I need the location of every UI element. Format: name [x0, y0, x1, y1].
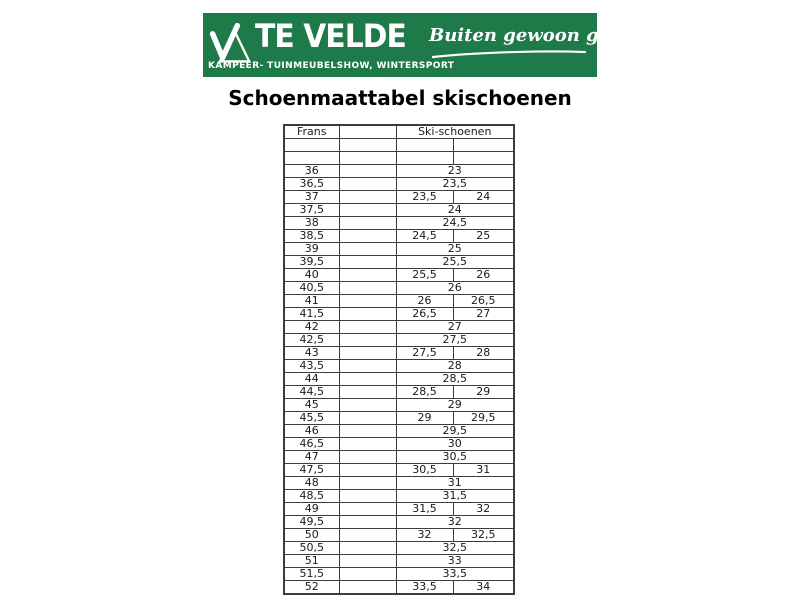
empty-cell	[339, 204, 396, 217]
empty-cell	[339, 568, 396, 581]
ski-size-cell: 28	[396, 360, 514, 373]
frans-size-cell: 41	[284, 295, 339, 308]
empty-cell	[339, 581, 396, 595]
table-row	[284, 438, 514, 451]
empty-cell	[453, 152, 514, 165]
table-row	[284, 165, 514, 178]
empty-cell	[339, 464, 396, 477]
empty-cell	[396, 139, 453, 152]
table-row	[284, 334, 514, 347]
frans-size-cell: 45	[284, 399, 339, 412]
column-header-ski-schoenen: Ski-schoenen	[396, 125, 514, 139]
ski-size-cell: 23	[396, 165, 514, 178]
ski-size-cell: 23,5	[396, 178, 514, 191]
frans-size-cell: 42	[284, 321, 339, 334]
frans-size-cell: 52	[284, 581, 339, 595]
table-row	[284, 464, 514, 477]
empty-cell	[339, 386, 396, 399]
ski-size-cell-right: 32	[453, 503, 514, 516]
empty-cell	[339, 334, 396, 347]
ski-size-cell-left: 26	[396, 295, 453, 308]
frans-size-cell: 51	[284, 555, 339, 568]
ski-size-cell: 31,5	[396, 490, 514, 503]
ski-size-cell: 31	[396, 477, 514, 490]
frans-size-cell: 38,5	[284, 230, 339, 243]
ski-size-cell-right: 29	[453, 386, 514, 399]
table-row	[284, 542, 514, 555]
empty-cell	[339, 360, 396, 373]
ski-size-cell: 32	[396, 516, 514, 529]
table-row	[284, 451, 514, 464]
ski-size-cell-left: 26,5	[396, 308, 453, 321]
empty-cell	[339, 451, 396, 464]
frans-size-cell: 44	[284, 373, 339, 386]
table-row	[284, 425, 514, 438]
table-row	[284, 477, 514, 490]
empty-cell	[339, 308, 396, 321]
empty-cell	[339, 399, 396, 412]
table-row	[284, 269, 514, 282]
empty-cell	[339, 256, 396, 269]
table-row	[284, 360, 514, 373]
column-header-frans: Frans	[284, 125, 339, 139]
empty-cell	[339, 347, 396, 360]
frans-size-cell: 47,5	[284, 464, 339, 477]
frans-size-cell: 36,5	[284, 178, 339, 191]
frans-size-cell: 47	[284, 451, 339, 464]
frans-size-cell: 45,5	[284, 412, 339, 425]
empty-cell	[284, 152, 339, 165]
ski-size-cell: 28,5	[396, 373, 514, 386]
table-row	[284, 204, 514, 217]
frans-size-cell: 43	[284, 347, 339, 360]
empty-cell	[339, 282, 396, 295]
size-table	[283, 124, 515, 595]
ski-size-cell: 25	[396, 243, 514, 256]
ski-size-cell-left: 30,5	[396, 464, 453, 477]
ski-size-cell-right: 32,5	[453, 529, 514, 542]
ski-size-cell: 24	[396, 204, 514, 217]
table-row	[284, 490, 514, 503]
table-row	[284, 581, 514, 595]
ski-size-cell: 33,5	[396, 568, 514, 581]
empty-cell	[339, 217, 396, 230]
table-row	[284, 191, 514, 204]
brand-slogan: Buiten gewoon goed	[429, 25, 635, 46]
spacer-row	[284, 139, 514, 152]
ski-size-cell: 27	[396, 321, 514, 334]
table-row	[284, 217, 514, 230]
empty-cell	[339, 516, 396, 529]
ski-size-cell: 29	[396, 399, 514, 412]
empty-cell	[396, 152, 453, 165]
frans-size-cell: 50,5	[284, 542, 339, 555]
brand-subtitle: KAMPEER- TUINMEUBELSHOW, WINTERSPORT	[208, 61, 455, 71]
frans-size-cell: 37,5	[284, 204, 339, 217]
empty-cell	[453, 139, 514, 152]
table-row	[284, 399, 514, 412]
empty-cell	[339, 152, 396, 165]
frans-size-cell: 48,5	[284, 490, 339, 503]
empty-cell	[339, 542, 396, 555]
empty-cell	[339, 529, 396, 542]
frans-size-cell: 41,5	[284, 308, 339, 321]
empty-cell	[339, 321, 396, 334]
ski-size-cell: 32,5	[396, 542, 514, 555]
empty-cell	[339, 477, 396, 490]
empty-cell	[339, 178, 396, 191]
frans-size-cell: 49	[284, 503, 339, 516]
empty-cell	[339, 555, 396, 568]
table-row	[284, 529, 514, 542]
ski-size-cell-right: 26	[453, 269, 514, 282]
table-row	[284, 230, 514, 243]
table-row	[284, 295, 514, 308]
empty-cell	[339, 191, 396, 204]
ski-size-cell-right: 25	[453, 230, 514, 243]
table-row	[284, 243, 514, 256]
ski-size-cell-left: 32	[396, 529, 453, 542]
table-row	[284, 373, 514, 386]
ski-size-cell-right: 28	[453, 347, 514, 360]
table-row	[284, 503, 514, 516]
brand-banner	[203, 13, 635, 77]
frans-size-cell: 50	[284, 529, 339, 542]
empty-cell	[339, 295, 396, 308]
ski-size-cell-right: 29,5	[453, 412, 514, 425]
ski-size-cell-left: 24,5	[396, 230, 453, 243]
ski-size-cell-left: 29	[396, 412, 453, 425]
empty-cell	[339, 503, 396, 516]
page-title: Schoenmaattabel skischoenen	[228, 86, 572, 110]
ski-size-cell: 30,5	[396, 451, 514, 464]
size-table-body	[284, 139, 514, 595]
frans-size-cell: 51,5	[284, 568, 339, 581]
column-header-empty	[339, 125, 396, 139]
frans-size-cell: 37	[284, 191, 339, 204]
empty-cell	[339, 230, 396, 243]
ski-size-cell: 25,5	[396, 256, 514, 269]
empty-cell	[339, 438, 396, 451]
empty-cell	[339, 412, 396, 425]
table-header-row	[284, 125, 514, 139]
ski-size-cell-right: 31	[453, 464, 514, 477]
table-row	[284, 555, 514, 568]
spacer-row	[284, 152, 514, 165]
empty-cell	[339, 269, 396, 282]
frans-size-cell: 46	[284, 425, 339, 438]
ski-size-cell-left: 28,5	[396, 386, 453, 399]
table-row	[284, 321, 514, 334]
table-row	[284, 178, 514, 191]
ski-size-cell: 27,5	[396, 334, 514, 347]
table-row	[284, 516, 514, 529]
empty-cell	[339, 243, 396, 256]
ski-size-cell: 30	[396, 438, 514, 451]
empty-cell	[339, 490, 396, 503]
ski-size-cell: 33	[396, 555, 514, 568]
frans-size-cell: 43,5	[284, 360, 339, 373]
ski-size-cell: 26	[396, 282, 514, 295]
slogan-underline	[431, 49, 587, 59]
ski-size-cell-right: 27	[453, 308, 514, 321]
frans-size-cell: 46,5	[284, 438, 339, 451]
frans-size-cell: 42,5	[284, 334, 339, 347]
table-row	[284, 256, 514, 269]
frans-size-cell: 39,5	[284, 256, 339, 269]
ski-size-cell: 24,5	[396, 217, 514, 230]
empty-cell	[339, 425, 396, 438]
ski-size-cell-right: 26,5	[453, 295, 514, 308]
ski-size-cell: 29,5	[396, 425, 514, 438]
empty-cell	[339, 139, 396, 152]
ski-size-cell-left: 25,5	[396, 269, 453, 282]
empty-cell	[284, 139, 339, 152]
frans-size-cell: 48	[284, 477, 339, 490]
ski-size-cell-left: 27,5	[396, 347, 453, 360]
ski-size-cell-left: 23,5	[396, 191, 453, 204]
brand-slogan-block	[429, 25, 635, 59]
table-row	[284, 308, 514, 321]
frans-size-cell: 38	[284, 217, 339, 230]
empty-cell	[339, 165, 396, 178]
frans-size-cell: 40,5	[284, 282, 339, 295]
frans-size-cell: 40	[284, 269, 339, 282]
ski-size-cell-left: 31,5	[396, 503, 453, 516]
empty-cell	[339, 373, 396, 386]
table-row	[284, 412, 514, 425]
brand-name: TE VELDE	[255, 17, 406, 55]
te-velde-logo-icon	[208, 21, 252, 65]
ski-size-cell-left: 33,5	[396, 581, 453, 595]
table-row	[284, 386, 514, 399]
table-row	[284, 282, 514, 295]
table-row	[284, 568, 514, 581]
table-row	[284, 347, 514, 360]
ski-size-cell-right: 34	[453, 581, 514, 595]
frans-size-cell: 36	[284, 165, 339, 178]
frans-size-cell: 49,5	[284, 516, 339, 529]
frans-size-cell: 39	[284, 243, 339, 256]
frans-size-cell: 44,5	[284, 386, 339, 399]
ski-size-cell-right: 24	[453, 191, 514, 204]
